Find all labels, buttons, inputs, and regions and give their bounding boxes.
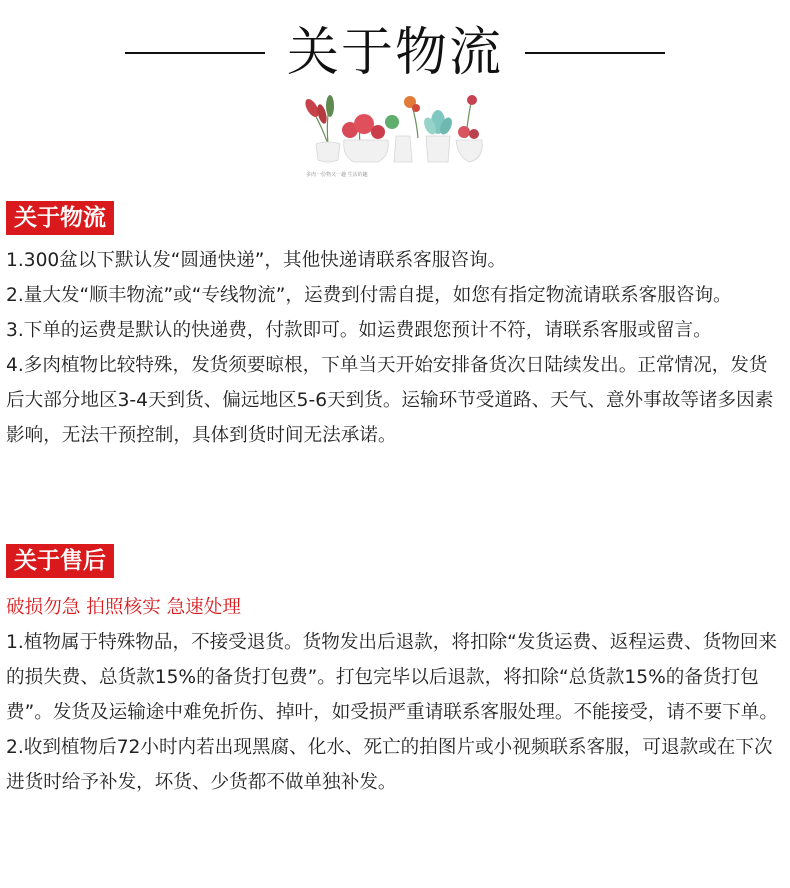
logistics-item-2: 2.量大发“顺丰物流”或“专线物流”，运费到付需自提，如您有指定物流请联系客服咨询。 [6,285,732,306]
logistics-item-4: 4.多肉植物比较特殊，发货须要晾根，下单当天开始安排备货次日陆续发出。正常情况，发货后大部分地区3-4天到货、偏远地区5-6天到货。运输环节受道路、天气、意外事故等诸多因素影响，无法干预控制，具体到货时间无法承诺。 [6,355,774,446]
illustration-caption: 多肉一份物又一趣 生活的趣 [306,172,368,178]
logistics-tag: 关于物流 [6,201,114,235]
logistics-item-1: 1.300盆以下默认发“圆通快递”，其他快递请联系客服咨询。 [6,250,507,271]
logistics-item-3: 3.下单的运费是默认的快递费，付款即可。如运费跟您预计不符，请联系客服或留言。 [6,320,712,341]
succulent-pots-image [298,92,494,182]
header-rule-right [525,52,665,54]
logistics-section [6,243,786,453]
aftersale-tag: 关于售后 [6,544,114,578]
page-title: 关于物流 [286,23,503,83]
aftersale-section [6,590,786,800]
aftersale-item-1: 1.植物属于特殊物品，不接受退货。货物发出后退款，将扣除“发货运费、返程运费、货物回来的损失费、总货款15%的备货打包费”。打包完毕以后退款，将扣除“总货款15%的备货打包费”。发货及运输途中难免折伤、掉叶，如受损严重请联系客服处理。不能接受，请不要下单。 [6,632,778,723]
aftersale-highlight: 破损勿急 拍照核实 急速处理 [6,597,241,618]
page-header [0,18,790,88]
aftersale-item-2: 2.收到植物后72小时内若出现黑腐、化水、死亡的拍图片或小视频联系客服，可退款或在下次进货时给予补发，坏货、少货都不做单独补发。 [6,737,773,793]
succulent-illustration [298,92,494,182]
header-rule-left [125,52,265,54]
